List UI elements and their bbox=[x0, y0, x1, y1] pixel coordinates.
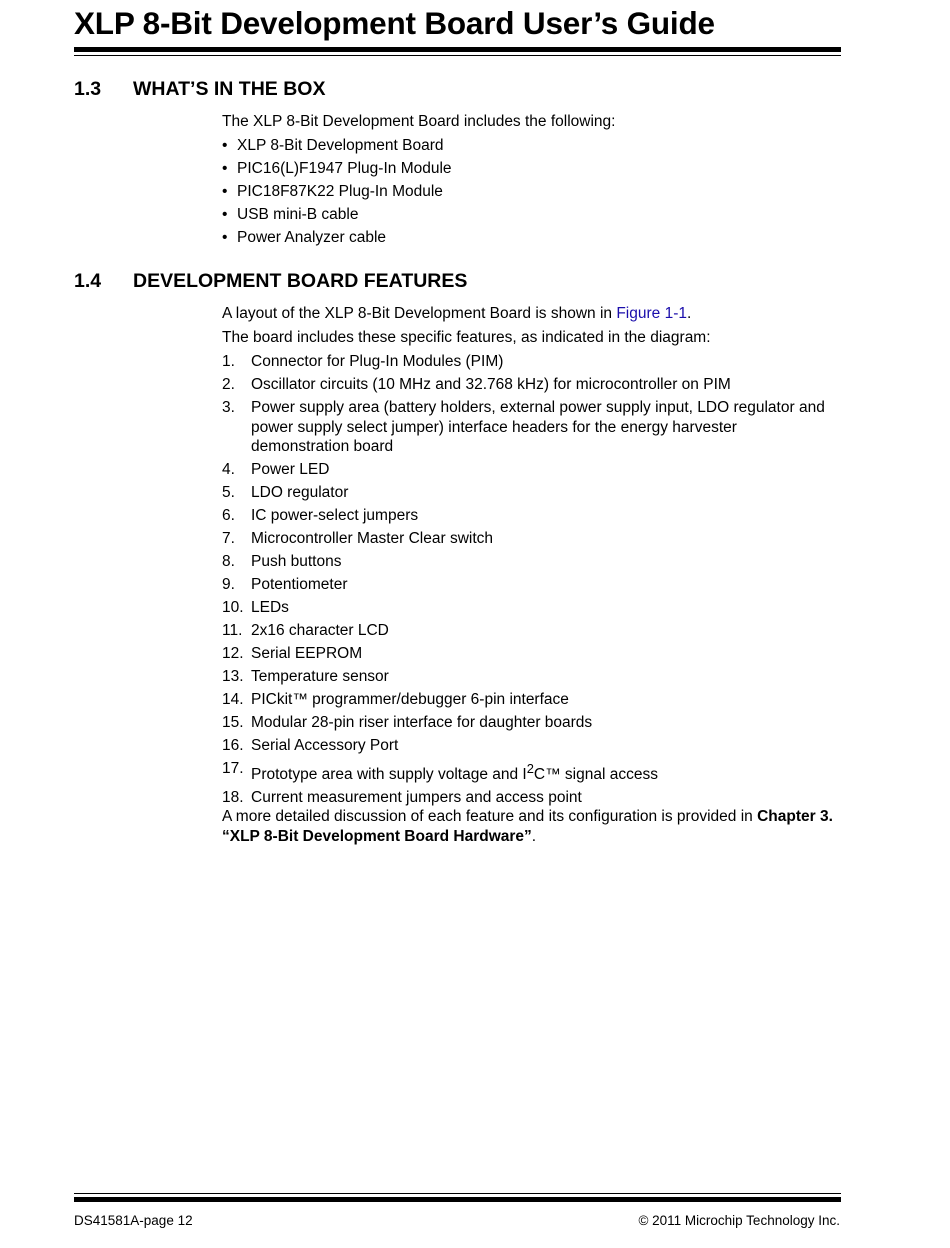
item-number: 3. bbox=[222, 399, 235, 416]
item-text: Microcontroller Master Clear switch bbox=[251, 530, 494, 547]
item-number: 18. bbox=[222, 789, 244, 807]
bullet-mark: • bbox=[222, 137, 228, 154]
item-number: 11. bbox=[222, 622, 243, 639]
item-text: LDO regulator bbox=[251, 484, 349, 501]
list-item bbox=[222, 736, 832, 756]
item-number: 1. bbox=[222, 353, 235, 370]
item-number: 8. bbox=[222, 553, 235, 570]
section-title: WHAT’S IN THE BOX bbox=[133, 78, 326, 100]
section-heading-development-board-features bbox=[74, 270, 467, 293]
item-number: 4. bbox=[222, 461, 235, 478]
document-title: XLP 8-Bit Development Board User’s Guide bbox=[74, 5, 715, 41]
list-item bbox=[222, 667, 832, 687]
list-item-text: Power Analyzer cable bbox=[237, 229, 387, 246]
header-rule-thick bbox=[74, 47, 841, 52]
item-number: 6. bbox=[222, 507, 235, 524]
chapter-reference[interactable]: Chapter 3. “XLP 8-Bit Development Board Hardware” bbox=[222, 808, 833, 845]
item-text: Current measurement jumpers and access point bbox=[251, 789, 582, 807]
item-text-part: Prototype area with supply voltage and I bbox=[251, 766, 527, 784]
section-number: 1.3 bbox=[74, 78, 102, 100]
item-text: Potentiometer bbox=[251, 576, 348, 593]
item-number: 15. bbox=[222, 714, 244, 731]
box-contents-list bbox=[222, 136, 452, 251]
features-intro bbox=[222, 304, 842, 324]
item-text: Power supply area (battery holders, external power supply input, LDO regulator and power supply select jumper) interface headers for the energy harvester demonstration board bbox=[251, 399, 825, 455]
item-text: Connector for Plug-In Modules (PIM) bbox=[251, 353, 504, 370]
item-text: IC power-select jumpers bbox=[251, 507, 419, 524]
features-list bbox=[222, 352, 832, 811]
list-item bbox=[222, 621, 832, 641]
list-item bbox=[222, 375, 832, 395]
list-item-text: PIC16(L)F1947 Plug-In Module bbox=[237, 160, 452, 177]
item-number: 17. bbox=[222, 760, 244, 777]
item-text: LEDs bbox=[251, 599, 289, 616]
list-item bbox=[222, 352, 832, 372]
list-item bbox=[222, 598, 832, 618]
list-item bbox=[222, 159, 452, 182]
list-item bbox=[222, 506, 832, 526]
item-number: 16. bbox=[222, 737, 244, 754]
closing-text-end: . bbox=[531, 828, 537, 845]
list-item bbox=[222, 552, 832, 572]
section-heading-whats-in-the-box bbox=[74, 78, 325, 101]
list-item-text: PIC18F87K22 Plug-In Module bbox=[237, 183, 443, 200]
superscript: 2 bbox=[526, 761, 534, 776]
list-item bbox=[222, 713, 832, 733]
list-item bbox=[222, 759, 832, 785]
list-item bbox=[222, 529, 832, 549]
item-number: 7. bbox=[222, 530, 235, 547]
item-number: 12. bbox=[222, 645, 244, 662]
list-item bbox=[222, 182, 452, 205]
closing-text: A more detailed discussion of each feature and its configuration is provided in bbox=[222, 808, 758, 825]
item-number: 9. bbox=[222, 576, 235, 593]
list-item bbox=[222, 483, 832, 503]
bullet-mark: • bbox=[222, 206, 228, 223]
item-number: 2. bbox=[222, 376, 235, 393]
list-item bbox=[222, 398, 832, 457]
list-item bbox=[222, 460, 832, 480]
item-text: Oscillator circuits (10 MHz and 32.768 kHz) for microcontroller on PIM bbox=[251, 376, 731, 393]
header-rule-thin bbox=[74, 55, 841, 56]
item-number: 14. bbox=[222, 691, 244, 708]
item-number: 13. bbox=[222, 668, 244, 685]
box-intro: The XLP 8-Bit Development Board includes the following: bbox=[222, 113, 616, 130]
list-item bbox=[222, 690, 832, 710]
footer-document-id: DS41581A-page 12 bbox=[74, 1213, 193, 1228]
item-text: Power LED bbox=[251, 461, 330, 478]
item-text: Push buttons bbox=[251, 553, 342, 570]
intro-text-end: . bbox=[686, 305, 692, 322]
figure-link[interactable]: Figure 1-1 bbox=[616, 305, 687, 322]
item-text: Serial EEPROM bbox=[251, 645, 363, 662]
bullet-mark: • bbox=[222, 229, 228, 246]
list-item bbox=[222, 205, 452, 228]
item-text-part: C™ signal access bbox=[533, 766, 658, 784]
section-title: DEVELOPMENT BOARD FEATURES bbox=[133, 270, 468, 292]
item-number: 10. bbox=[222, 599, 244, 616]
bullet-mark: • bbox=[222, 183, 228, 200]
list-item bbox=[222, 575, 832, 595]
item-text: Serial Accessory Port bbox=[251, 737, 399, 754]
item-text: 2x16 character LCD bbox=[251, 622, 389, 639]
list-item bbox=[222, 136, 452, 159]
footer-copyright: © 2011 Microchip Technology Inc. bbox=[638, 1213, 840, 1228]
section-number: 1.4 bbox=[74, 270, 102, 292]
intro-text: A layout of the XLP 8-Bit Development Board is shown in bbox=[222, 305, 617, 322]
item-text: PICkit™ programmer/debugger 6-pin interface bbox=[251, 691, 569, 708]
footer-rule-thin bbox=[74, 1193, 841, 1194]
bullet-mark: • bbox=[222, 160, 228, 177]
item-text: Temperature sensor bbox=[251, 668, 389, 685]
item-text: Modular 28-pin riser interface for daughter boards bbox=[251, 714, 593, 731]
features-intro-2: The board includes these specific features, as indicated in the diagram: bbox=[222, 329, 711, 346]
list-item bbox=[222, 228, 452, 251]
item-number: 5. bbox=[222, 484, 235, 501]
list-item bbox=[222, 788, 832, 808]
list-item-text: XLP 8-Bit Development Board bbox=[237, 137, 444, 154]
list-item bbox=[222, 644, 832, 664]
item-text bbox=[251, 759, 832, 785]
footer-rule-thick bbox=[74, 1197, 841, 1202]
closing-paragraph bbox=[222, 807, 842, 847]
list-item-text: USB mini-B cable bbox=[237, 206, 359, 223]
